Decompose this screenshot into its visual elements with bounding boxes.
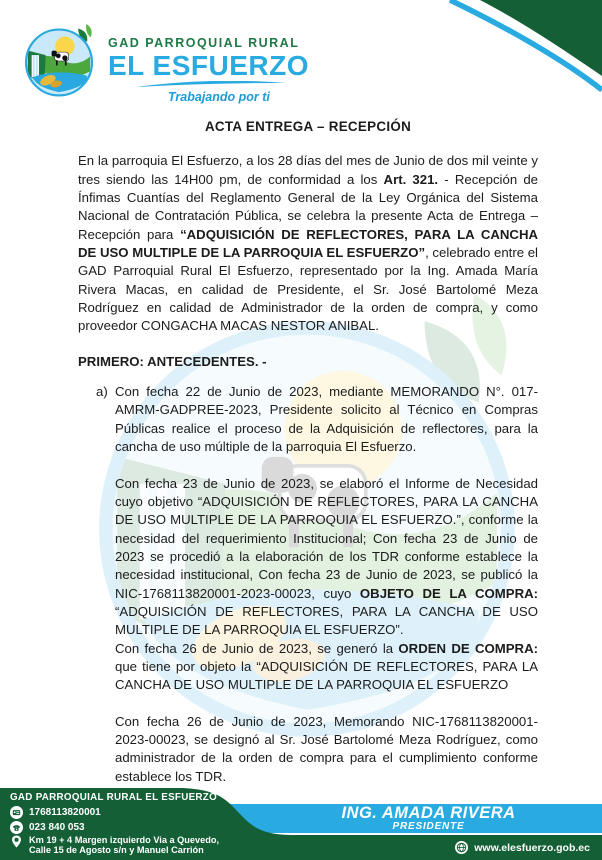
footer-website-row <box>455 841 590 854</box>
section-heading: PRIMERO: ANTECEDENTES. - <box>78 353 267 369</box>
page-footer <box>0 788 602 860</box>
footer-phone-row <box>10 821 85 834</box>
document-body <box>78 118 538 786</box>
list-item-a <box>78 383 538 786</box>
antecedente-paragraph-3: Con fecha 26 de Junio de 2023, se generó la ORDEN DE COMPRA: que tiene por objeto la “ADQUISICIÓN DE REFLECTORES, PARA LA CANCHA DE USO MULTIPLE DE LA PARROQUIA EL ESFUERZO <box>115 640 538 693</box>
antecedente-paragraph-4: Con fecha 26 de Junio de 2023, Memorando NIC-1768113820001-2023-00023, se designó al Sr. José Bartolomé Meza Rodríguez, como administrador de la orden de compra para el cumplimiento conforme establece los TDR. <box>115 713 538 784</box>
document-title: ACTA ENTREGA – RECEPCIÓN <box>204 119 412 134</box>
official-title: PRESIDENTE <box>392 821 465 832</box>
antecedente-paragraph-1: Con fecha 22 de Junio de 2023, mediante MEMORANDO N°. 017-AMRM-GADPREE-2023, Presidente solicito al Técnico en Compras Públicas realice el proceso de la Adquisición de reflectores, para la cancha de uso múltiple de la parroquia El Esfuerzo. <box>115 384 538 455</box>
location-pin-icon <box>10 835 23 848</box>
org-name-line2: EL ESFUERZO <box>108 50 310 81</box>
antecedente-paragraph-2: Con fecha 23 de Junio de 2023, se elaboró el Informe de Necesidad cuyo objetivo “ADQUISICIÓN DE REFLECTORES, PARA LA CANCHA DE USO MULTIPLE DE LA PARROQUIA EL ESFUERZO.”, conforme la necesidad del requerimiento Institucional; Con fecha 23 de Junio de 2023 se procedió a la elaboración de los TDR conforme establece la necesidad institucional, Con fecha 23 de Junio de 2023, se publicó la NIC-1768113820001-2023-00023, cuyo OBJETO DE LA COMPRA: “ADQUISICIÓN DE REFLECTORES, PARA LA CANCHA DE USO MULTIPLE DE LA PARROQUIA EL ESFUERZO”. <box>115 475 539 638</box>
footer-address-line1: Km 19 + 4 Margen izquierdo Via a Quevedo, <box>29 835 220 845</box>
phone-icon <box>10 821 23 834</box>
letterhead <box>22 22 309 104</box>
org-wordmark <box>108 22 309 104</box>
id-card-icon <box>10 806 23 819</box>
intro-paragraph: En la parroquia El Esfuerzo, a los 28 días del mes de Junio de dos mil veinte y tres siendo las 14H00 pm, de conformidad a los Art. 321. - Recepción de Ínfimas Cuantías del Reglamento General de la Ley Orgánica del Sistema Nacional de Contratación Pública, se celebra la presente Acta de Entrega – Recepción para “ADQUISICIÓN DE REFLECTORES, PARA LA CANCHA DE USO MULTIPLE DE LA PARROQUIA EL ESFUERZO”, celebrado entre el GAD Parroquial Rural El Esfuerzo, representado por la Ing. Amada María Rivera Macas, en calidad de Presidente, el Sr. José Bartolomé Meza Rodríguez en calidad de Administrador de la orden de compra, y como proveedor CONGACHA MACAS NESTOR ANIBAL. <box>78 153 539 334</box>
footer-ruc-row <box>10 806 101 819</box>
footer-website-value: www.elesfuerzo.gob.ec <box>474 841 590 854</box>
footer-org-name: GAD PARROQUIAL RURAL EL ESFUERZO <box>10 792 218 803</box>
list-item-body <box>115 383 538 786</box>
list-marker: a) <box>96 384 108 400</box>
footer-address-lines <box>29 835 219 855</box>
footer-phone-value: 023 840 053 <box>29 822 85 833</box>
footer-official-banner <box>255 804 602 833</box>
official-name: ING. AMADA RIVERA <box>341 804 516 822</box>
footer-address-row <box>10 835 219 855</box>
footer-ruc-value: 1768113820001 <box>29 807 101 818</box>
brand-tagline: Trabajando por ti <box>168 90 270 104</box>
footer-address-line2: Calle 15 de Agosto s/n y Manuel Carrión <box>29 845 204 855</box>
corner-decoration <box>372 0 602 110</box>
org-name-line1: GAD PARROQUIAL RURAL <box>108 36 300 50</box>
org-logo-badge <box>22 22 96 100</box>
brand-swoosh-icon <box>136 81 286 89</box>
globe-icon <box>455 841 468 854</box>
